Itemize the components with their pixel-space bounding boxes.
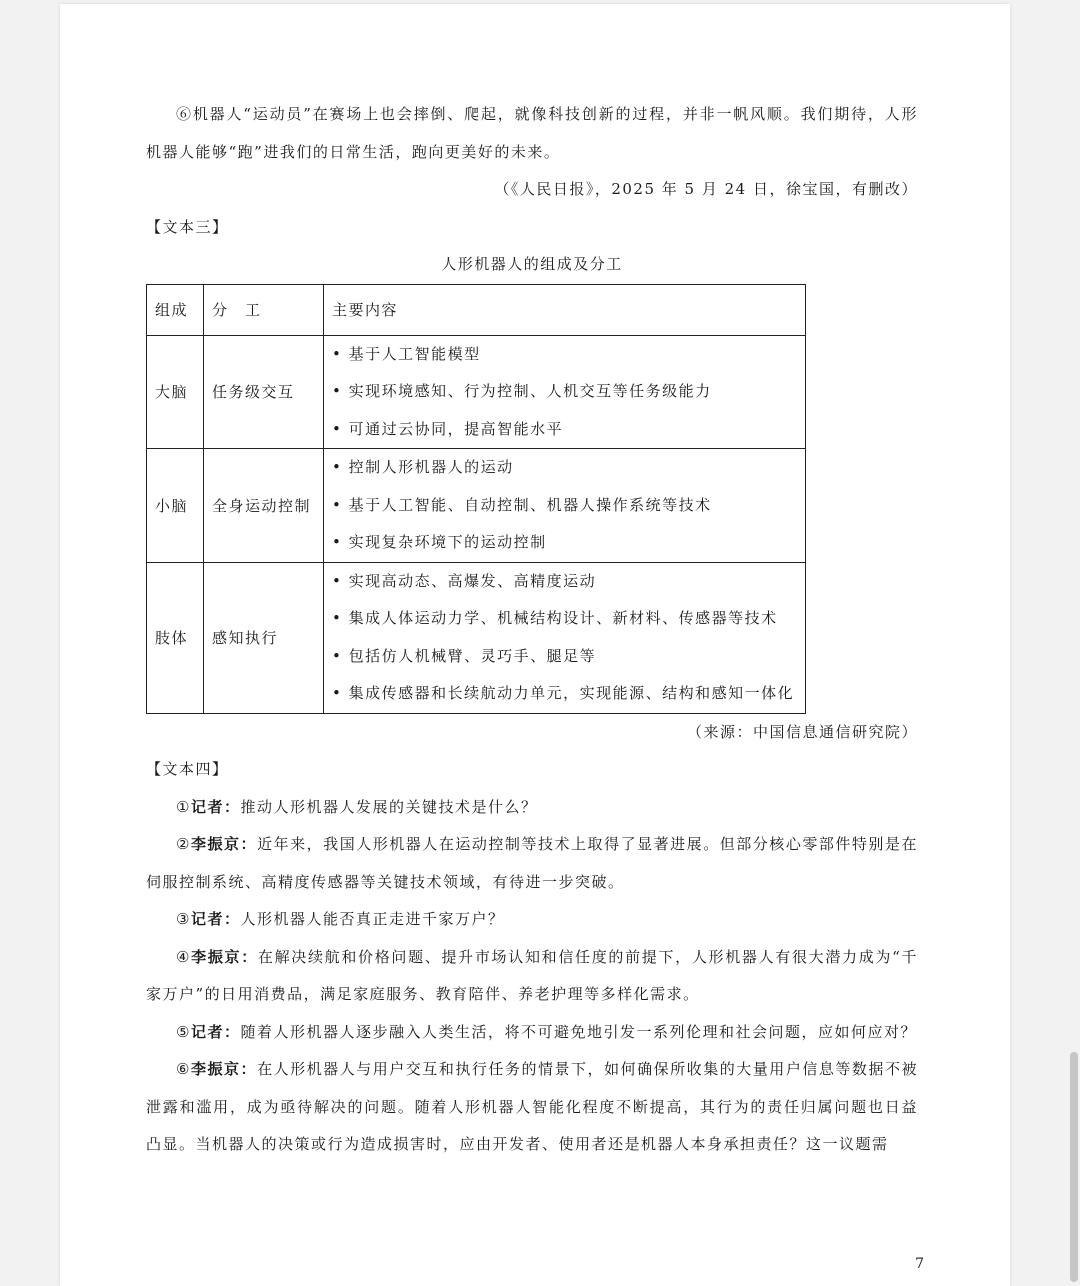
cell-part: 肢体 (147, 562, 204, 713)
table-row (147, 335, 806, 449)
speaker-label: 李振京： (191, 947, 258, 966)
text3-heading: 【文本三】 (146, 217, 229, 236)
table-header-row (147, 284, 806, 335)
paragraph-number: ④ (176, 947, 192, 966)
list-item: • 可通过云协同，提高智能水平 (332, 419, 564, 438)
cell-role: 全身运动控制 (204, 449, 324, 563)
text4-heading: 【文本四】 (146, 760, 229, 778)
composition-table (146, 284, 806, 714)
page-number: 7 (915, 1256, 924, 1272)
interview-paragraph (146, 901, 918, 939)
cell-part: 大脑 (147, 335, 204, 449)
paragraph-number: ③ (176, 910, 191, 928)
interview-paragraph (146, 826, 918, 901)
paragraph-text: 在解决续航和价格问题、提升市场认知和信任度的前提下，人形机器人有很大潜力成为“千家万户”的日用消费品，满足家庭服务、教育陪伴、养老护理等多样化需求。 (146, 947, 918, 1003)
cell-role: 感知执行 (204, 562, 324, 713)
paragraph-text: 随着人形机器人逐步融入人类生活，将不可避免地引发一系列伦理和社会问题，应如何应对？ (240, 1022, 917, 1041)
page-content (146, 96, 918, 1164)
list-item: • 实现高动态、高爆发、高精度运动 (332, 571, 597, 590)
speaker-label: 李振京： (190, 835, 258, 853)
header-content: 主要内容 (324, 284, 806, 335)
table-row (147, 562, 806, 713)
list-item: • 集成人体运动力学、机械结构设计、新材料、传感器等技术 (332, 609, 778, 627)
list-item: • 包括仿人机械臂、灵巧手、腿足等 (332, 646, 597, 665)
cell-items (324, 449, 806, 563)
table-caption: 人形机器人的组成及分工 (441, 255, 623, 273)
paragraph-number: ① (176, 797, 191, 816)
header-role: 分 工 (204, 284, 324, 335)
paragraph-number: ② (176, 835, 191, 853)
source-citation-2: （来源：中国信息通信研究院） (686, 722, 918, 741)
speaker-label: 记者： (190, 797, 241, 816)
document-page (60, 4, 1010, 1286)
paragraph-text: 在人形机器人与用户交互和执行任务的情景下，如何确保所收集的大量用户信息等数据不被泄露和滥用，成为亟待解决的问题。随着人形机器人智能化程度不断提高，其行为的责任归属问题也日益凸显。当机器人的决策或行为造成损害时，应由开发者、使用者还是机器人本身承担责任？这一议题需 (146, 1060, 918, 1153)
paragraph-text: 人形机器人能否真正走进千家万户？ (240, 910, 505, 928)
header-part: 组成 (147, 284, 204, 335)
interview-paragraph (146, 939, 918, 1014)
speaker-label: 记者： (190, 910, 241, 928)
paragraph-text: 推动人形机器人发展的关键技术是什么？ (240, 797, 538, 816)
speaker-label: 李振京： (190, 1060, 258, 1078)
interview-paragraph (146, 1014, 918, 1052)
cell-items (324, 562, 806, 713)
source-citation-1: （《人民日报》，2025 年 5 月 24 日，徐宝国，有删改） (494, 180, 918, 198)
list-item: • 基于人工智能模型 (332, 344, 481, 363)
scrollbar-thumb[interactable] (1070, 1052, 1078, 1282)
speaker-label: 记者： (190, 1022, 241, 1041)
list-item: • 基于人工智能、自动控制、机器人操作系统等技术 (332, 495, 712, 514)
paragraph-6: ⑥机器人“运动员”在赛场上也会摔倒、爬起，就像科技创新的过程，并非一帆风顺。我们期待，人形机器人能够“跑”进我们的日常生活，跑向更美好的未来。 (146, 105, 918, 161)
interview-paragraph (146, 789, 918, 827)
list-item: • 实现环境感知、行为控制、人机交互等任务级能力 (332, 382, 712, 400)
cell-items (324, 335, 806, 449)
list-item: • 控制人形机器人的运动 (332, 458, 514, 476)
list-item: • 实现复杂环境下的运动控制 (332, 533, 547, 551)
cell-role: 任务级交互 (204, 335, 324, 449)
list-item: • 集成传感器和长续航动力单元，实现能源、结构和感知一体化 (332, 684, 795, 702)
paragraph-number: ⑥ (176, 1060, 191, 1078)
table-row (147, 449, 806, 563)
cell-part: 小脑 (147, 449, 204, 563)
paragraph-text: 近年来，我国人形机器人在运动控制等技术上取得了显著进展。但部分核心零部件特别是在伺服控制系统、高精度传感器等关键技术领域，有待进一步突破。 (146, 835, 918, 891)
paragraph-number: ⑤ (176, 1022, 191, 1041)
interview-paragraph (146, 1051, 918, 1164)
